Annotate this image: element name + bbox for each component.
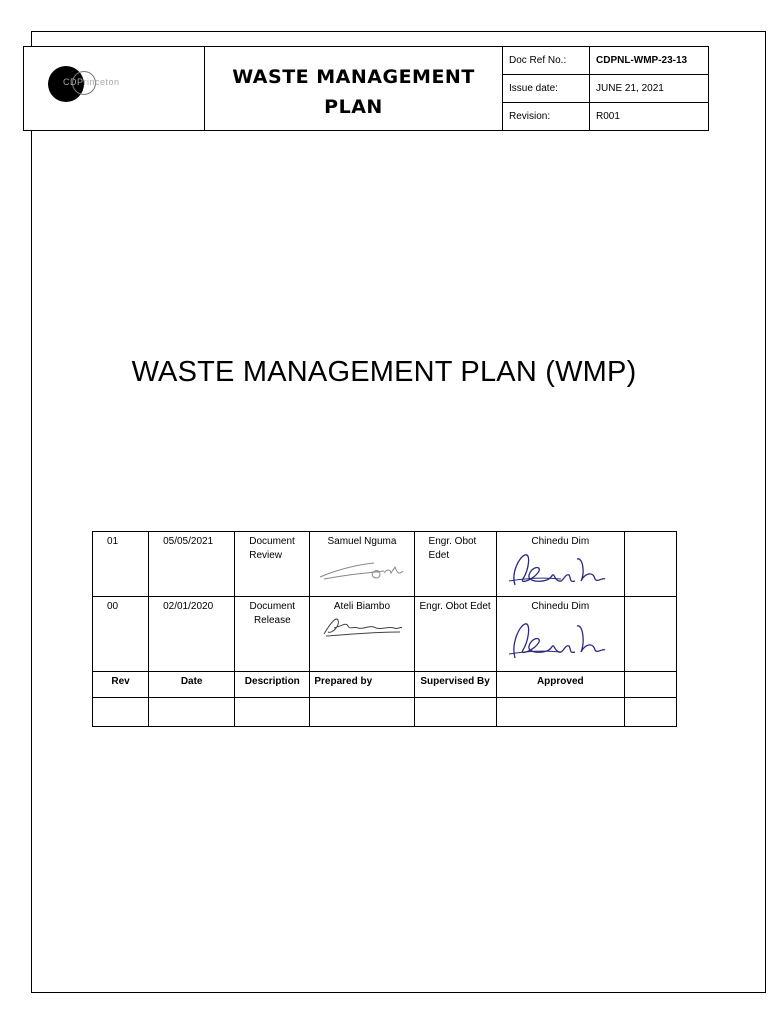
- rev-cell: 00: [93, 597, 149, 672]
- supervised-by-cell: Engr. Obot Edet: [414, 532, 496, 597]
- signature-dim-icon: [501, 614, 621, 662]
- date-cell: 02/01/2020: [149, 597, 235, 672]
- date-cell: 05/05/2021: [149, 532, 235, 597]
- company-logo: [48, 62, 158, 98]
- table-row: [93, 597, 677, 672]
- header-title-cell: [205, 47, 503, 131]
- rev-cell: 01: [93, 532, 149, 597]
- prepared-by-name: Ateli Biambo: [333, 601, 391, 612]
- approved-cell: [496, 597, 624, 672]
- logo-text: CDPrinceton: [63, 77, 120, 87]
- empty-cell: [235, 698, 310, 727]
- table-header-row: [93, 672, 677, 698]
- table-row: [93, 532, 677, 597]
- revision-table: [92, 531, 677, 727]
- logo-cell: [24, 47, 205, 131]
- extra-cell: [624, 597, 676, 672]
- signature-nguma-icon: [314, 549, 410, 583]
- empty-cell: [93, 698, 149, 727]
- approved-name: Chinedu Dim: [531, 536, 590, 547]
- signature-dim-icon: [501, 549, 621, 589]
- issue-date-label: Issue date:: [503, 75, 590, 103]
- description-cell: Document Release: [235, 597, 310, 672]
- header-date: Date: [149, 672, 235, 698]
- document-header: [23, 46, 709, 131]
- revision-value: R001: [590, 103, 709, 131]
- table-row: [93, 698, 677, 727]
- prepared-by-cell: [310, 532, 414, 597]
- revision-label: Revision:: [503, 103, 590, 131]
- header-extra: [624, 672, 676, 698]
- extra-cell: [624, 532, 676, 597]
- prepared-by-cell: [310, 597, 414, 672]
- supervised-by-cell: Engr. Obot Edet: [414, 597, 496, 672]
- header-approved: Approved: [496, 672, 624, 698]
- signature-biambo-icon: [314, 614, 410, 638]
- page-frame: [31, 31, 766, 993]
- header-rev: Rev: [93, 672, 149, 698]
- header-supervised-by: Supervised By: [414, 672, 496, 698]
- approved-name: Chinedu Dim: [531, 601, 590, 612]
- empty-cell: [414, 698, 496, 727]
- empty-cell: [624, 698, 676, 727]
- description-cell: Document Review: [235, 532, 310, 597]
- approved-cell: [496, 532, 624, 597]
- header-prepared-by: Prepared by: [310, 672, 414, 698]
- prepared-by-name: Samuel Nguma: [327, 536, 397, 547]
- header-description: Description: [235, 672, 310, 698]
- empty-cell: [310, 698, 414, 727]
- empty-cell: [496, 698, 624, 727]
- doc-ref-value: CDPNL-WMP-23-13: [590, 47, 709, 75]
- empty-cell: [149, 698, 235, 727]
- header-title: WASTE MANAGEMENT PLAN: [232, 65, 475, 118]
- doc-ref-label: Doc Ref No.:: [503, 47, 590, 75]
- main-title: WASTE MANAGEMENT PLAN (WMP): [131, 356, 637, 388]
- issue-date-value: JUNE 21, 2021: [590, 75, 709, 103]
